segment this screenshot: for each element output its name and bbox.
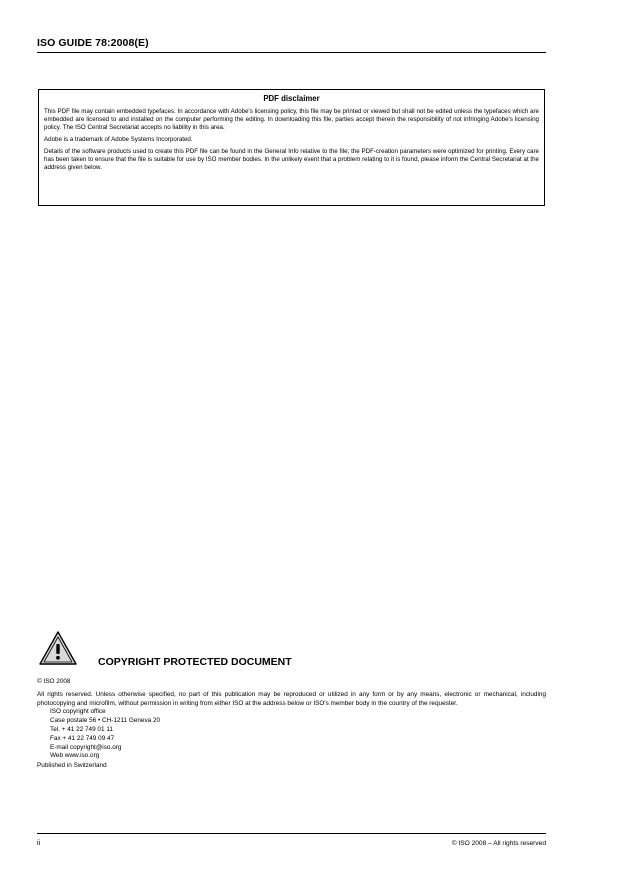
fax-line: Fax + 41 22 749 09 47 (50, 734, 115, 742)
page-number: ii (37, 840, 41, 847)
disclaimer-paragraph: Details of the software products used to create this PDF file can be found in the General Info relative to the file; the PDF-creation parameters were optimized for printing. Every care has been taken to ensure that the file is suitable for use by ISO member bodies. In the unlikely event that a problem relating to it is found, please inform the Central Secretariat at the address given below. (44, 148, 539, 171)
rights-statement: All rights reserved. Unless otherwise specified, no part of this publication may be reproduced or utilized in any form or by any means, electronic or mechanical, including photocopying and microfilm, without permission in writing from either ISO at the address below or ISO's member body in the country of the requester. (37, 690, 546, 707)
disclaimer-title: PDF disclaimer (263, 94, 320, 103)
published-note: Published in Switzerland (37, 762, 107, 770)
copyright-section (37, 628, 546, 771)
footer-copyright: © ISO 2008 – All rights reserved (451, 840, 546, 847)
pdf-disclaimer-box (38, 89, 545, 206)
address-line: ISO copyright office (50, 708, 106, 716)
warning-triangle-icon (38, 630, 78, 666)
document-title: ISO GUIDE 78:2008(E) (37, 37, 149, 49)
header-divider (37, 52, 546, 53)
copyright-heading: COPYRIGHT PROTECTED DOCUMENT (98, 656, 292, 668)
web-line: Web www.iso.org (50, 752, 100, 760)
copyright-year: © ISO 2008 (37, 678, 71, 685)
email-line: E-mail copyright@iso.org (50, 743, 122, 751)
footer-divider (37, 833, 546, 834)
disclaimer-paragraph: Adobe is a trademark of Adobe Systems Incorporated. (44, 136, 193, 143)
phone-line: Tel. + 41 22 749 01 11 (50, 725, 113, 733)
copyright-heading-row (37, 628, 546, 673)
disclaimer-paragraph: This PDF file may contain embedded typefaces. In accordance with Adobe's licensing policy, this file may be printed or viewed but shall not be edited unless the typefaces which are embedded are licensed to and installed on the computer performing the editing. In downloading this file, parties accept therein the responsibility of not infringing Adobe's licensing policy. The ISO Central Secretariat accepts no liability in this area. (44, 108, 539, 131)
address-line: Case postale 56 • CH-1211 Geneva 20 (50, 717, 161, 725)
copyright-office-address (50, 708, 546, 761)
